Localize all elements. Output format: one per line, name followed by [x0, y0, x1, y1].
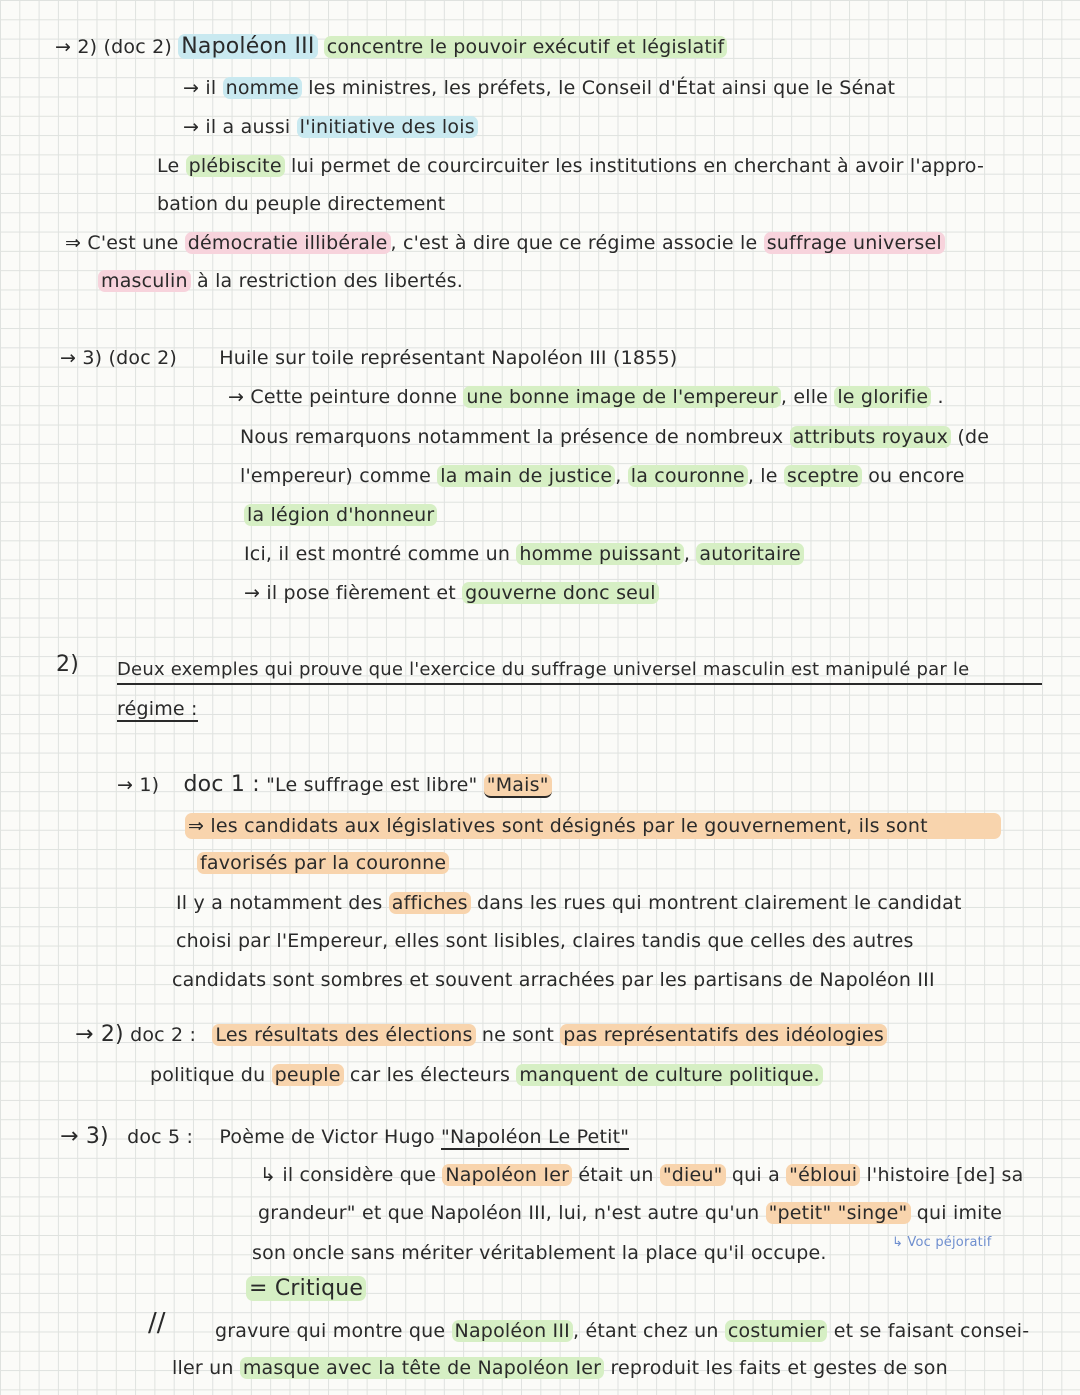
text: Le: [157, 155, 180, 177]
text: Deux exemples qui prouve que l'exercice du suffrage universel masculin est manipulé par le: [117, 657, 1042, 685]
line-e1-l4: [176, 890, 962, 916]
text: "Napoléon Le Petit": [441, 1126, 630, 1148]
text-highlight: masculin: [98, 270, 191, 292]
text-highlight: favorisés par la couronne: [197, 852, 449, 874]
text: Nous remarquons notamment la présence de nombreux: [240, 426, 784, 448]
text-highlight: nomme: [223, 77, 302, 99]
text: les ministres, les préfets, le Conseil d'État ainsi que le Sénat: [308, 77, 896, 99]
line-p2-l5: [65, 230, 945, 256]
text-highlight: "Mais": [484, 774, 552, 798]
text-highlight: affiches: [389, 892, 471, 914]
text-highlight: peuple: [272, 1064, 344, 1086]
separator-mark: //: [148, 1308, 166, 1338]
line-p3-l1: [228, 384, 944, 410]
text-highlight: "dieu": [660, 1164, 726, 1186]
text-highlight: "ébloui: [786, 1164, 860, 1186]
line-p3-l6: [244, 580, 659, 606]
text-highlight: ⇒ les candidats aux législatives sont désignés par le gouvernement, ils sont: [185, 813, 1001, 839]
line-p3-l5: [244, 541, 804, 567]
p2-prefix: → 2) (doc 2): [55, 36, 172, 58]
text: car les électeurs: [349, 1064, 511, 1086]
text-highlight: pas représentatifs des idéologies: [560, 1024, 887, 1046]
text-highlight: homme puissant: [516, 543, 684, 565]
text-highlight: une bonne image de l'empereur: [463, 386, 781, 408]
text-highlight: autoritaire: [696, 543, 804, 565]
napoleon-name: Napoléon III: [178, 34, 317, 59]
line-e3-l3: [252, 1240, 827, 1266]
line-p3-title: [60, 345, 677, 371]
line-p2-l2: [183, 114, 478, 140]
text-highlight: gouverne donc seul: [462, 582, 659, 604]
line-e3-l1: [260, 1162, 1024, 1188]
text: l'empereur) comme: [240, 465, 432, 487]
text: ↳ il considère que: [260, 1164, 437, 1186]
text: et se faisant consei-: [833, 1320, 1030, 1342]
line-p2-title: [55, 34, 727, 60]
text: l'histoire [de] sa: [866, 1164, 1024, 1186]
text-highlight: Napoléon III: [452, 1320, 573, 1342]
text-highlight: l'initiative des lois: [297, 116, 478, 138]
text: grandeur" et que Napoléon III, lui, n'est autre qu'un: [258, 1202, 760, 1224]
text-highlight: la légion d'honneur: [244, 504, 437, 526]
line-e1-l5: [176, 928, 914, 954]
text: à la restriction des libertés.: [197, 270, 463, 292]
line-e1-l2: [185, 813, 1001, 839]
line-p2-l6: [98, 268, 463, 294]
text: qui a: [731, 1164, 780, 1186]
text-highlight: "petit" "singe": [766, 1202, 911, 1224]
line-e2-l1: [75, 1022, 887, 1048]
text-highlight: suffrage universel: [764, 232, 945, 254]
text: , le: [747, 465, 778, 487]
critique-label: [246, 1276, 366, 1302]
text: → il: [183, 77, 217, 99]
p3-title: Huile sur toile représentant Napoléon III (1855): [219, 347, 678, 369]
line-e3-l5: [215, 1318, 1029, 1344]
e2-doc: doc 2 :: [130, 1024, 197, 1046]
text: était un: [578, 1164, 654, 1186]
text: ,: [615, 465, 622, 487]
text: Poème de Victor Hugo: [219, 1126, 435, 1148]
text-highlight: Les résultats des élections: [212, 1024, 475, 1046]
text: lui permet de courcircuiter les institutions en cherchant à avoir l'appro-: [290, 155, 985, 177]
text: .: [937, 386, 944, 408]
text: gravure qui montre que: [215, 1320, 446, 1342]
text-highlight: manquent de culture politique.: [516, 1064, 823, 1086]
text-highlight: masque avec la tête de Napoléon Ier: [240, 1357, 604, 1379]
text: "Le suffrage est libre": [266, 774, 478, 796]
line-e1-l6: [172, 967, 935, 993]
e1-doc: doc 1 :: [183, 772, 260, 797]
text-highlight: la main de justice: [437, 465, 615, 487]
text-highlight: démocratie illibérale: [185, 232, 391, 254]
line-e2-l2: [150, 1062, 823, 1088]
pejorative-note: ↳ Voc péjoratif: [892, 1235, 992, 1250]
text-highlight: Napoléon Ier: [442, 1164, 572, 1186]
text: candidats sont sombres et souvent arrachées par les partisans de Napoléon III: [172, 969, 935, 991]
text: dans les rues qui montrent clairement le candidat: [477, 892, 962, 914]
text: , étant chez un: [572, 1320, 719, 1342]
line-p3-l3: [240, 463, 965, 489]
p2-title-text: concentre le pouvoir exécutif et législatif: [324, 36, 728, 58]
text-highlight: la couronne: [628, 465, 748, 487]
line-p2-l4: [157, 191, 445, 217]
text: bation du peuple directement: [157, 193, 446, 215]
text: (de: [957, 426, 990, 448]
text: → il pose fièrement et: [244, 582, 456, 604]
text: ne sont: [481, 1024, 555, 1046]
text: son oncle sans mériter véritablement la place qu'il occupe.: [252, 1242, 827, 1264]
text-highlight: le glorifie: [834, 386, 931, 408]
text: qui imite: [916, 1202, 1003, 1224]
p3-prefix: → 3) (doc 2): [60, 347, 177, 369]
e3-prefix: → 3): [60, 1124, 109, 1149]
text: Ici, il est montré comme un: [244, 543, 511, 565]
text: → Cette peinture donne: [228, 386, 458, 408]
text: → il a aussi: [183, 116, 291, 138]
line-e3-l6: [172, 1355, 948, 1381]
section2-title-l1: [117, 656, 1042, 685]
text-highlight: = Critique: [246, 1276, 366, 1301]
text: , c'est à dire que ce régime associe le: [390, 232, 758, 254]
text: régime :: [117, 698, 198, 720]
line-p2-l3: [157, 153, 984, 179]
line-e3-title: [60, 1124, 629, 1150]
text: choisi par l'Empereur, elles sont lisibles, claires tandis que celles des autres: [176, 930, 914, 952]
text-highlight: plébiscite: [186, 155, 285, 177]
text: reproduit les faits et gestes de son: [610, 1357, 948, 1379]
section2-number: 2): [56, 652, 79, 677]
e1-prefix: → 1): [117, 774, 160, 796]
line-e1-l3: [197, 850, 449, 876]
text: , elle: [780, 386, 829, 408]
text: ller un: [172, 1357, 234, 1379]
line-p2-l1: [183, 75, 895, 101]
text: ou encore: [868, 465, 965, 487]
text-highlight: sceptre: [784, 465, 862, 487]
text: ⇒ C'est une: [65, 232, 179, 254]
e3-doc: doc 5 :: [127, 1126, 194, 1148]
text: Il y a notamment des: [176, 892, 383, 914]
line-e1-title: [117, 772, 552, 798]
text-highlight: attributs royaux: [790, 426, 952, 448]
e2-prefix: → 2): [75, 1022, 124, 1047]
text: ,: [683, 543, 691, 565]
line-p3-l2: [240, 424, 989, 450]
line-e3-l2: [258, 1200, 1002, 1226]
text-highlight: costumier: [725, 1320, 828, 1342]
section2-title-l2: [117, 696, 198, 722]
line-p3-l4: [244, 502, 437, 528]
text: politique du: [150, 1064, 266, 1086]
